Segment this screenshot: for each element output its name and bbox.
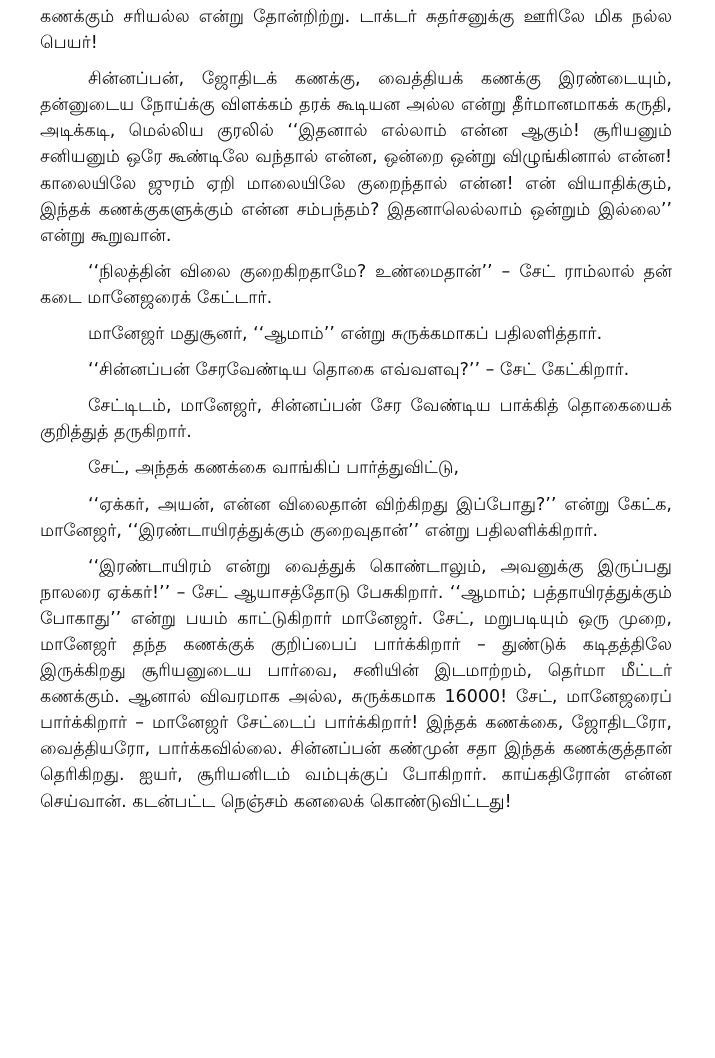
paragraph-5: ‘‘சின்னப்பன் சேரவேண்டிய தொகை எவ்வளவு?’’ – சேட் கேட்கிறார். bbox=[88, 360, 630, 381]
paragraph-4: மானேஜர் மதுசூனர், ‘‘ஆமாம்’’ என்று சுருக்கமாகப் பதிலளித்தார். bbox=[88, 324, 603, 345]
paragraph-3: ‘‘நிலத்தின் விலை குறைகிறதாமே? உண்மைதான்’’ – சேட் ராம்லால் தன் கடை மானேஜரைக் கேட்டார். bbox=[40, 261, 672, 308]
paragraph-7: சேட், அந்தக் கணக்கை வாங்கிப் பார்த்துவிட்டு, bbox=[88, 458, 460, 479]
paragraph-6: சேட்டிடம், மானேஜர், சின்னப்பன் சேர வேண்டிய பாக்கித் தொகையைக் குறித்துத் தருகிறார். bbox=[40, 396, 672, 443]
paragraph-2: சின்னப்பன், ஜோதிடக் கணக்கு, வைத்தியக் கணக்கு இரண்டையும், தன்னுடைய நோய்க்கு விளக்கம் தரக் கூடியன அல்ல என்று தீர்மானமாகக் கருதி, அடிக்கடி, மெல்லிய குரலில் ‘‘இதனால் எல்லாம் என்ன ஆகும்! சூரியனும் சனியனும் ஒரே கூண்டிலே வந்தால் என்ன, ஒன்றை ஒன்று விழுங்கினால் என்ன! காலையிலே ஜுரம் ஏறி மாலையிலே குறைந்தால் என்ன! என் வியாதிக்கும், இந்தக் கணக்குகளுக்கும் என்ன சம்பந்தம்? இதனாலெல்லாம் ஒன்றும் இல்லை’’ என்று கூறுவான். bbox=[40, 69, 672, 246]
paragraph-8: ‘‘ஏக்கர், அயன், என்ன விலைதான் விற்கிறது இப்போது?’’ என்று கேட்க, மானேஜர், ‘‘இரண்டாயிரத்துக்கும் குறைவுதான்’’ என்று பதிலளிக்கிறார். bbox=[40, 494, 672, 541]
book-page bbox=[40, 4, 672, 815]
paragraph-1: கணக்கும் சரியல்ல என்று தோன்றிற்று. டாக்டர் சுதர்சனுக்கு ஊரிலே மிக நல்ல பெயர்! bbox=[40, 7, 672, 54]
paragraph-9: ‘‘இரண்டாயிரம் என்று வைத்துக் கொண்டாலும், அவனுக்கு இருப்பது நாலரை ஏக்கர்!’’ – சேட் ஆயாசத்தோடு பேசுகிறார். ‘‘ஆமாம்; பத்தாயிரத்துக்கும் போகாது’’ என்று பயம் காட்டுகிறார் மானேஜர். சேட், மறுபடியும் ஒரு முறை, மானேஜர் தந்த கணக்குக் குறிப்பைப் பார்க்கிறார் – துண்டுக் கடிதத்திலே இருக்கிறது சூரியனுடைய பார்வை, சனியின் இடமாற்றம், தெர்மா மீட்டர் கணக்கும். ஆனால் விவரமாக அல்ல, சுருக்கமாக 16000! சேட், மானேஜரைப் பார்க்கிறார் – மானேஜர் சேட்டைப் பார்க்கிறார்! இந்தக் கணக்கை, ஜோதிடரோ, வைத்தியரோ, பார்க்கவில்லை. சின்னப்பன் கண்முன் சதா இந்தக் கணக்குத்தான் தெரிகிறது. ஐயர், சூரியனிடம் வம்புக்குப் போகிறார். காய்கதிரோன் என்ன செய்வான். கடன்பட்ட நெஞ்சம் கனலைக் கொண்டுவிட்டது! bbox=[40, 556, 672, 812]
